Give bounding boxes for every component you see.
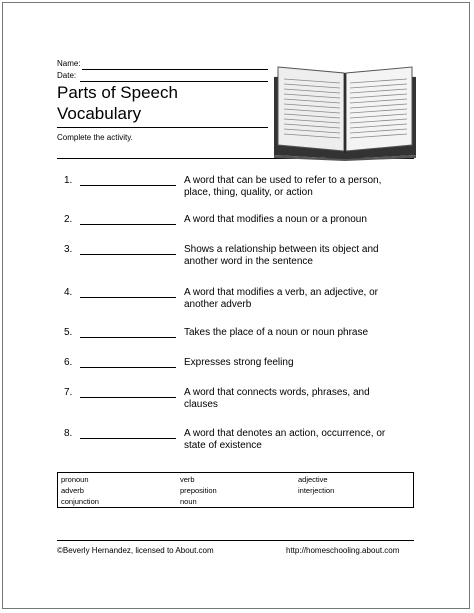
page-title-line1: Parts of Speech xyxy=(57,83,178,102)
question-definition: Shows a relationship between its object and another word in the sentence xyxy=(184,244,379,267)
question-number: 5. xyxy=(64,327,73,338)
question-definition: A word that connects words, phrases, and clauses xyxy=(184,387,370,410)
title-underline xyxy=(57,127,268,128)
name-label: Name: xyxy=(57,59,81,68)
footer-divider xyxy=(57,540,414,541)
name-line[interactable] xyxy=(82,69,268,70)
answer-blank-7[interactable] xyxy=(80,397,176,398)
word-bank xyxy=(57,472,414,508)
answer-blank-8[interactable] xyxy=(80,438,176,439)
copyright-text: ©Beverly Hernandez, licensed to About.com xyxy=(57,546,214,555)
source-url[interactable]: http://homeschooling.about.com xyxy=(286,546,400,555)
instructions: Complete the activity. xyxy=(57,133,133,142)
word-bank-item: adjective xyxy=(298,475,328,484)
question-number: 7. xyxy=(64,387,73,398)
answer-blank-5[interactable] xyxy=(80,337,176,338)
open-book-icon xyxy=(270,57,420,161)
question-definition: Expresses strong feeling xyxy=(184,357,294,368)
word-bank-item: conjunction xyxy=(61,497,99,506)
answer-blank-6[interactable] xyxy=(80,367,176,368)
answer-blank-4[interactable] xyxy=(80,297,176,298)
word-bank-item: pronoun xyxy=(61,475,89,484)
word-bank-item: interjection xyxy=(298,486,335,495)
question-definition: A word that modifies a verb, an adjective, or another adverb xyxy=(184,287,378,310)
answer-blank-3[interactable] xyxy=(80,254,176,255)
question-number: 4. xyxy=(64,287,73,298)
page-title-line2: Vocabulary xyxy=(57,104,142,123)
date-label: Date: xyxy=(57,71,77,80)
question-number: 6. xyxy=(64,357,73,368)
question-definition: A word that denotes an action, occurrence, or state of existence xyxy=(184,428,386,451)
question-number: 3. xyxy=(64,244,73,255)
word-bank-item: noun xyxy=(180,497,197,506)
question-definition: Takes the place of a noun or noun phrase xyxy=(184,327,369,338)
question-definition: A word that can be used to refer to a person, place, thing, quality, or action xyxy=(184,175,382,198)
answer-blank-2[interactable] xyxy=(80,224,176,225)
question-number: 2. xyxy=(64,214,73,225)
date-line[interactable] xyxy=(80,81,268,82)
question-definition: A word that modifies a noun or a pronoun xyxy=(184,214,367,225)
answer-blank-1[interactable] xyxy=(80,185,176,186)
word-bank-item: verb xyxy=(180,475,195,484)
word-bank-item: preposition xyxy=(180,486,217,495)
question-number: 8. xyxy=(64,428,73,439)
question-number: 1. xyxy=(64,175,73,186)
word-bank-item: adverb xyxy=(61,486,84,495)
